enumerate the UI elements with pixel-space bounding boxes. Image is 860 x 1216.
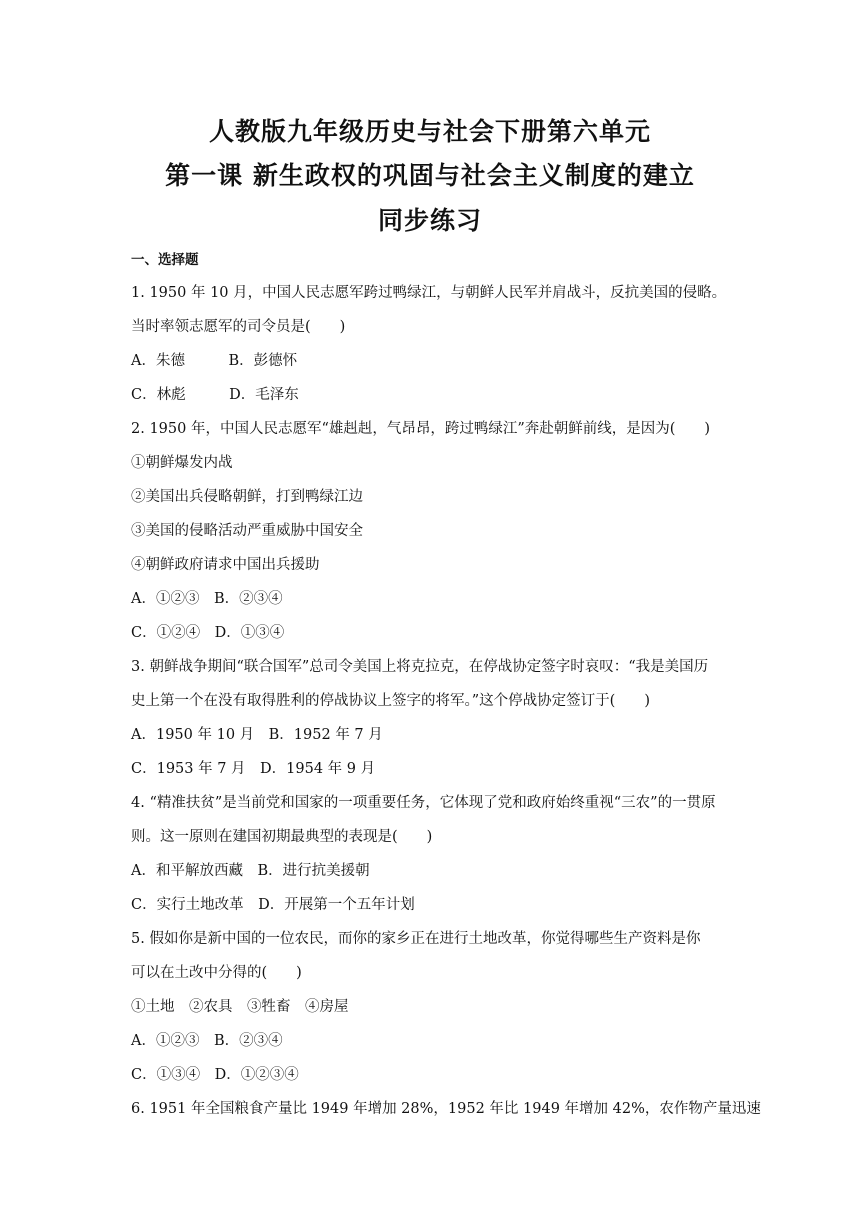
text-line: 3. 朝鲜战争期间“联合国军”总司令美国上将克拉克，在停战协定签字时哀叹：“我是美国历: [131, 659, 709, 675]
text-line: ①土地 ②农具 ③牲畜 ④房屋: [131, 999, 349, 1015]
title-line-3: 同步练习: [377, 206, 482, 235]
title-line-2: 第一课 新生政权的巩固与社会主义制度的建立: [165, 161, 695, 190]
text-line: 则。这一原则在建国初期最典型的表现是( ): [131, 829, 433, 845]
text-line: 2. 1950 年，中国人民志愿军“雄赳赳，气昂昂，跨过鸭绿江”奔赴朝鲜前线，是因为( ): [131, 421, 711, 437]
text-line: ①朝鲜爆发内战: [131, 455, 233, 471]
text-line: 可以在土改中分得的( ): [131, 965, 302, 981]
text-line: A．朱德 B．彭德怀: [131, 353, 298, 369]
text-line: 6. 1951 年全国粮食产量比 1949 年增加 28%，1952 年比 1949 年增加 42%，农作物产量迅速: [131, 1101, 761, 1117]
text-line: 1. 1950 年 10 月，中国人民志愿军跨过鸭绿江，与朝鲜人民军并肩战斗，反抗美国的侵略。: [131, 285, 727, 301]
text-line: A．和平解放西藏 B．进行抗美援朝: [131, 863, 370, 879]
text-line: C．①②④ D．①③④: [131, 625, 285, 641]
text-line: 史上第一个在没有取得胜利的停战协议上签字的将军。”这个停战协定签订于( ): [131, 693, 650, 709]
text-line: C．①③④ D．①②③④: [131, 1067, 299, 1083]
text-line: ④朝鲜政府请求中国出兵援助: [131, 557, 320, 573]
text-line: A．①②③ B．②③④: [131, 591, 283, 607]
text-line: A．1950 年 10 月 B．1952 年 7 月: [131, 727, 383, 743]
text-line: ③美国的侵略活动严重威胁中国安全: [131, 523, 363, 539]
text-line: ②美国出兵侵略朝鲜，打到鸭绿江边: [131, 489, 363, 505]
text-line: 当时率领志愿军的司令员是( ): [131, 319, 346, 335]
text-line: 5. 假如你是新中国的一位农民，而你的家乡正在进行土地改革，你觉得哪些生产资料是你: [131, 931, 701, 947]
text-line: 4. “精准扶贫”是当前党和国家的一项重要任务，它体现了党和政府始终重视“三农”的一贯原: [131, 795, 716, 811]
title-line-1: 人教版九年级历史与社会下册第六单元: [208, 117, 651, 146]
text-line: C．林彪 D．毛泽东: [131, 387, 299, 403]
text-line: C．实行土地改革 D．开展第一个五年计划: [131, 897, 415, 913]
text-line: C．1953 年 7 月 D．1954 年 9 月: [131, 761, 376, 777]
section-heading: 一、选择题: [131, 252, 199, 268]
text-line: A．①②③ B．②③④: [131, 1033, 283, 1049]
